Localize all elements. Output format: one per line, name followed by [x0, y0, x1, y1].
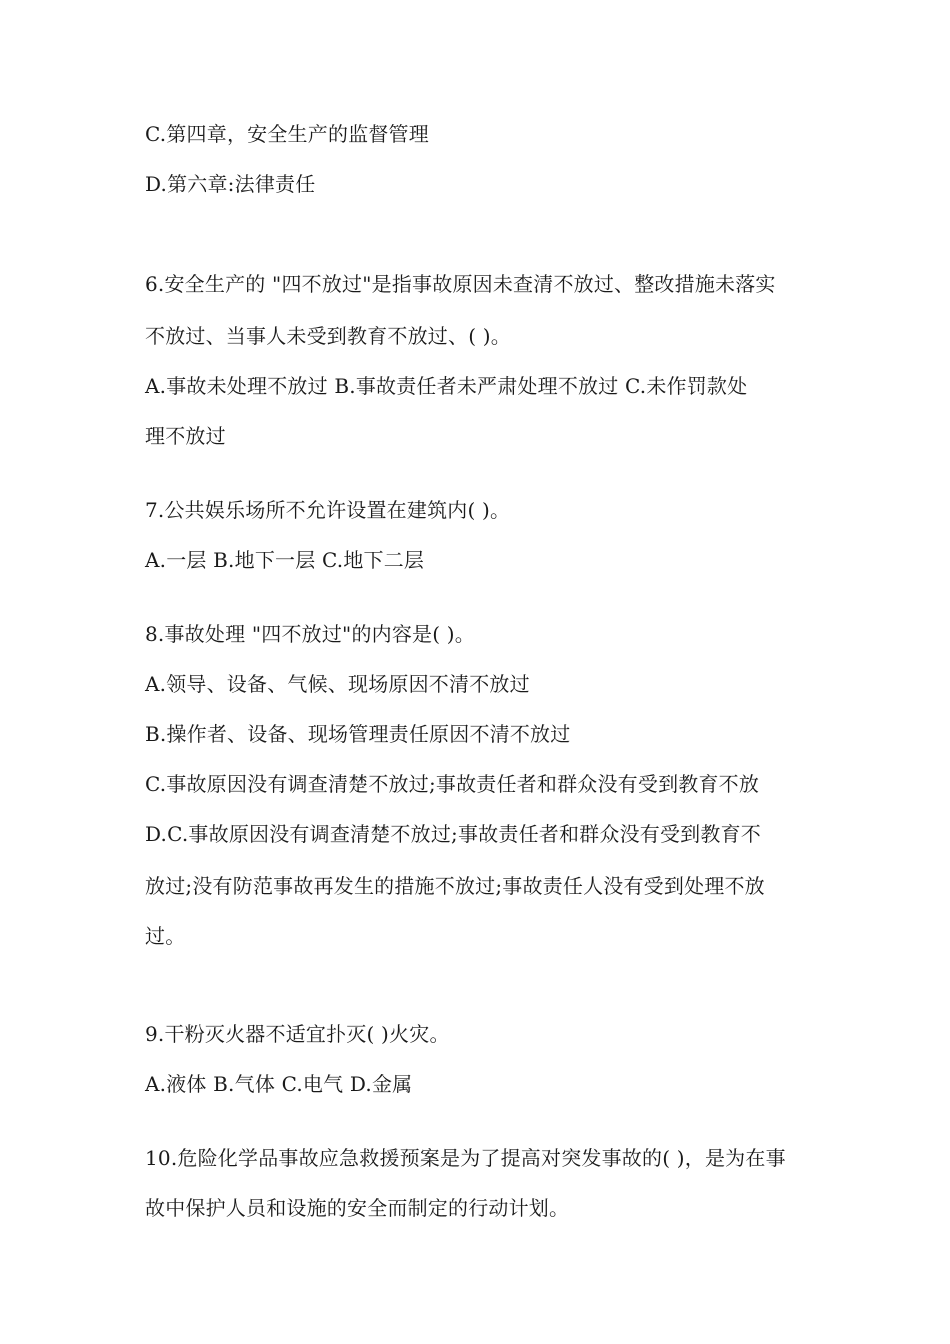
- question-8-option-d-line1: D.C.事故原因没有调查清楚不放过;事故责任者和群众没有受到教育不: [145, 822, 761, 846]
- question-8-option-a: A.领导、设备、气候、现场原因不清不放过: [145, 672, 530, 696]
- question-9: 9.干粉灭火器不适宜扑灭( )火灾。: [145, 1022, 450, 1046]
- question-9-options: A.液体 B.气体 C.电气 D.金属: [145, 1072, 413, 1096]
- question-8-option-d-line3: 过。: [145, 924, 186, 948]
- question-8: 8.事故处理 "四不放过"的内容是( )。: [145, 622, 476, 646]
- option-d-chapter6: D.第六章:法律责任: [145, 172, 316, 196]
- question-10-line2: 故中保护人员和设施的安全而制定的行动计划。: [145, 1196, 570, 1220]
- question-10-line1: 10.危险化学品事故应急救援预案是为了提高对突发事故的( )，是为在事: [145, 1146, 786, 1170]
- question-6-options-line2: 理不放过: [145, 424, 226, 448]
- question-6-line1: 6.安全生产的 "四不放过"是指事故原因未查清不放过、整改措施未落实: [145, 272, 776, 296]
- question-6-options-line1: A.事故未处理不放过 B.事故责任者未严肃处理不放过 C.未作罚款处: [145, 374, 748, 398]
- question-8-option-d-line2: 放过;没有防范事故再发生的措施不放过;事故责任人没有受到处理不放: [145, 874, 765, 898]
- question-8-option-c: C.事故原因没有调查清楚不放过;事故责任者和群众没有受到教育不放: [145, 772, 760, 796]
- option-c-chapter4: C.第四章，安全生产的监督管理: [145, 122, 429, 146]
- question-7: 7.公共娱乐场所不允许设置在建筑内( )。: [145, 498, 511, 522]
- question-8-option-b: B.操作者、设备、现场管理责任原因不清不放过: [145, 722, 571, 746]
- question-7-options: A.一层 B.地下一层 C.地下二层: [145, 548, 425, 572]
- question-6-line2: 不放过、当事人未受到教育不放过、( )。: [145, 324, 511, 348]
